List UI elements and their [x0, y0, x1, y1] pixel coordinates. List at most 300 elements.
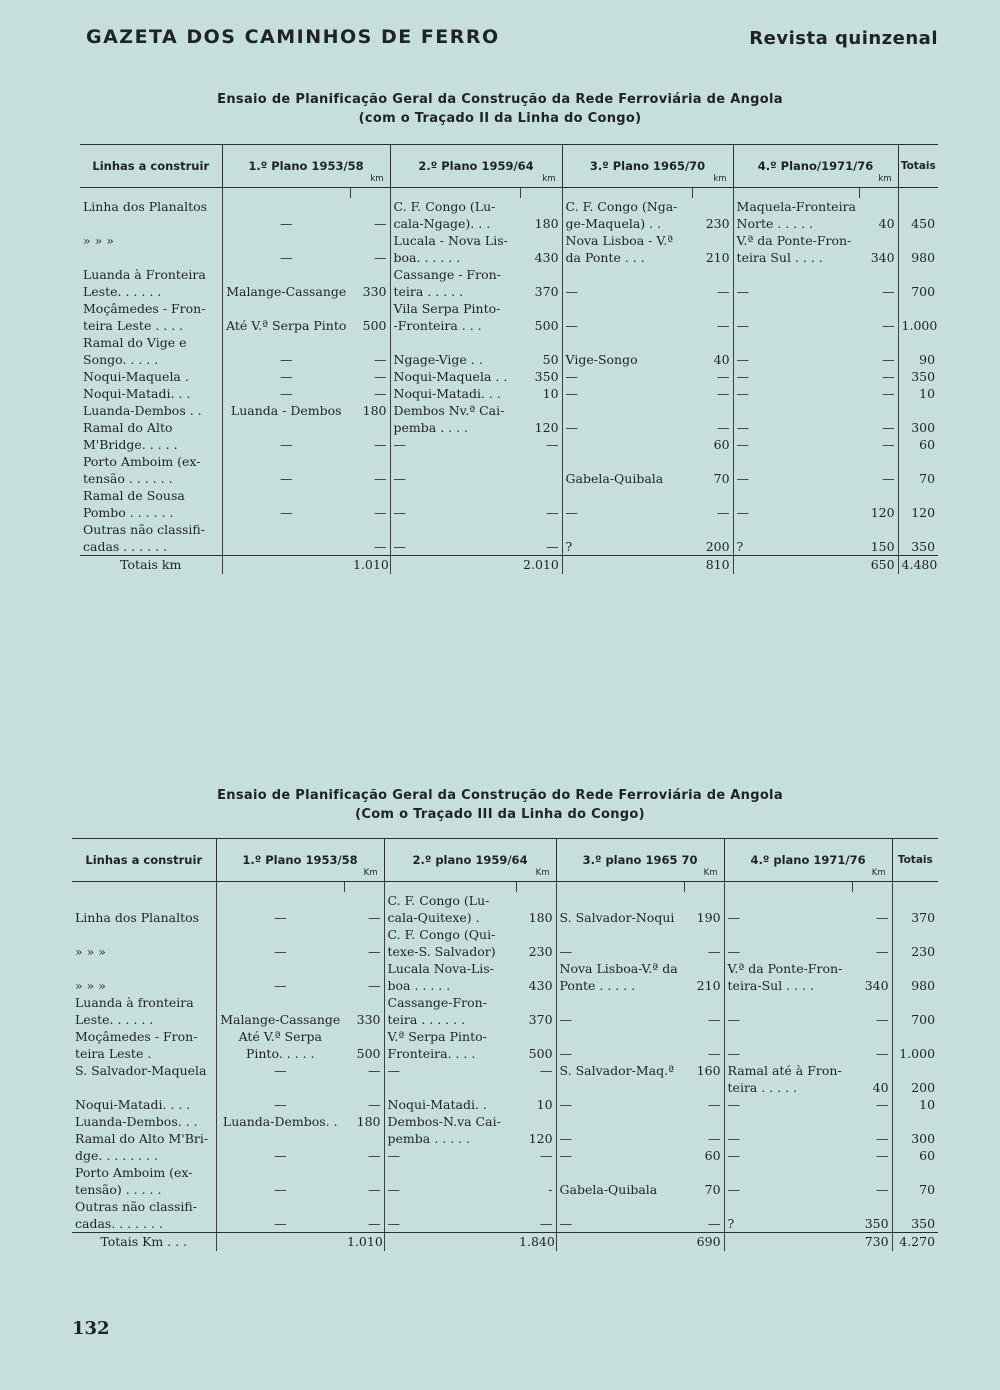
table-row: [80, 385, 938, 402]
line-name: Luanda-Dembos. . .: [72, 1113, 216, 1130]
table-row: [80, 300, 938, 317]
line-name: [80, 215, 222, 232]
table-row: [80, 198, 938, 215]
plan1-segment: [222, 300, 350, 317]
row-total: [898, 453, 938, 470]
line-name: Linha dos Planaltos: [80, 198, 222, 215]
plan1-km: —: [350, 385, 390, 402]
plan3-segment: [562, 266, 692, 283]
plan4-segment: —: [727, 944, 741, 959]
plan1-segment: —: [216, 1215, 344, 1233]
plan2-segment: [384, 1079, 516, 1096]
plan2-km: [516, 892, 556, 909]
plan1-segment: Pinto. . . . .: [245, 1046, 315, 1061]
plan2-km: —: [520, 538, 562, 556]
plan1-segment: —: [280, 352, 293, 367]
row-total: [898, 487, 938, 504]
table-row: [80, 521, 938, 538]
plan4-km: [852, 1028, 892, 1045]
plan2-km: 370: [516, 1011, 556, 1028]
plan1-segment: [216, 1164, 344, 1181]
plan4-km: —: [859, 470, 898, 487]
plan3-km: [684, 1028, 724, 1045]
row-total: 300: [911, 1131, 936, 1146]
plan3-km: [692, 521, 733, 538]
line-name: tensão) . . . . .: [72, 1181, 216, 1198]
plan2-km: [516, 960, 556, 977]
col-header-plan-4: [724, 839, 892, 882]
plan1-km: —: [350, 538, 390, 556]
spacer-cell: [898, 188, 938, 199]
plan1-km: 180: [344, 1113, 384, 1130]
plan4-segment: [724, 1113, 852, 1130]
plan2-segment: Cassange-Fron-: [387, 995, 487, 1010]
plan2-km: [516, 1028, 556, 1045]
plan4-segment: ?: [724, 1215, 852, 1233]
plan4-km: —: [859, 419, 898, 436]
plan1-segment: Luanda - Dembos: [230, 403, 342, 418]
plan1-segment: Até V.ª Serpa Pinto: [226, 318, 347, 333]
plan2-km: 180: [520, 215, 562, 232]
plan4-km: —: [859, 385, 898, 402]
plan4-segment: Norte . . . . .: [736, 216, 814, 231]
plan3-km: 190: [684, 909, 724, 926]
plan3-km: 60: [692, 436, 733, 453]
plan-label: 1.º Plano 1953/58: [242, 853, 358, 867]
line-name: tensão . . . . . .: [80, 470, 222, 487]
plan3-segment: Gabela-Quibala: [559, 1182, 658, 1197]
plan3-segment: —: [559, 1012, 573, 1027]
plan2-km: [516, 1113, 556, 1130]
plan4-segment: teira Sul . . . .: [736, 250, 823, 265]
plan1-segment: [222, 198, 350, 215]
plan4-segment: [733, 266, 859, 283]
plan3-segment: [556, 926, 684, 943]
totals-plan4: 650: [859, 556, 898, 575]
plan2-km: 350: [520, 368, 562, 385]
plan1-km: [344, 1028, 384, 1045]
plan3-km: —: [684, 1215, 724, 1233]
plan2-segment: [390, 334, 520, 351]
empty-cell: [733, 556, 859, 575]
plan4-km: [852, 1198, 892, 1215]
table-row: [72, 1164, 938, 1181]
line-name: Moçâmedes - Fron-: [72, 1028, 216, 1045]
plan1-segment: —: [280, 369, 293, 384]
plan-label: 3.º plano 1965 70: [582, 853, 698, 867]
totals-plan4: 730: [852, 1233, 892, 1252]
plan4-km: —: [859, 368, 898, 385]
plan3-km: —: [692, 283, 733, 300]
plan4-segment: [724, 1198, 852, 1215]
plan3-segment: [556, 1113, 684, 1130]
plan4-segment: —: [736, 420, 750, 435]
plan-label: 1.º Plano 1953/58: [248, 159, 364, 173]
table-row: [80, 334, 938, 351]
plan3-km: —: [684, 943, 724, 960]
plan4-segment: —: [727, 1046, 741, 1061]
col-header-totals: Totais: [892, 839, 938, 882]
plan2-segment: Dembos Nv.ª Cai-: [393, 403, 505, 418]
plan2-km: [520, 453, 562, 470]
plan1-km: —: [344, 1215, 384, 1233]
plan4-segment: [724, 994, 852, 1011]
spacer-cell: [222, 188, 350, 199]
plan2-km: —: [516, 1062, 556, 1079]
plan2-segment: Noqui-Matadi. . .: [393, 386, 501, 401]
plan1-segment: [216, 1130, 344, 1147]
plan2-km: [520, 198, 562, 215]
plan2-km: —: [520, 436, 562, 453]
plan2-km: [520, 232, 562, 249]
line-name: Songo. . . . .: [80, 351, 222, 368]
plan4-segment: —: [736, 284, 750, 299]
plan4-segment: [733, 402, 859, 419]
plan1-km: [350, 453, 390, 470]
table-row: [72, 960, 938, 977]
table-row: [72, 1096, 938, 1113]
plan-label: 2.º Plano 1959/64: [418, 159, 534, 173]
table-row: [72, 1113, 938, 1130]
line-name: Moçâmedes - Fron-: [80, 300, 222, 317]
plan3-km: [692, 266, 733, 283]
totals-row: [80, 556, 938, 575]
table-row: [72, 1147, 938, 1164]
spacer-cell: [390, 188, 520, 199]
plan3-segment: [556, 1028, 684, 1045]
plan2-km: [520, 487, 562, 504]
line-name: Ramal do Alto M'Bri-: [72, 1130, 216, 1147]
line-name: Luanda à fronteira: [72, 994, 216, 1011]
plan2-km: [520, 334, 562, 351]
row-total: [898, 334, 938, 351]
row-total: 200: [911, 1080, 936, 1095]
plan2-segment: —: [387, 1063, 401, 1078]
line-name: dge. . . . . . . .: [72, 1147, 216, 1164]
plan2-segment: —: [393, 505, 407, 520]
plan2-segment: -Fronteira . . .: [393, 318, 482, 333]
row-total: 70: [919, 471, 936, 486]
plan4-km: [852, 994, 892, 1011]
table-row: [72, 1011, 938, 1028]
table-row: [72, 1028, 938, 1045]
plan4-segment: —: [736, 318, 750, 333]
plan1-km: [350, 232, 390, 249]
line-name: Porto Amboim (ex-: [72, 1164, 216, 1181]
plan3-km: [692, 487, 733, 504]
plan3-km: —: [684, 1011, 724, 1028]
spacer-cell: [859, 188, 898, 199]
plan1-km: —: [350, 436, 390, 453]
plan3-km: [684, 1198, 724, 1215]
plan4-km: [859, 266, 898, 283]
table-row: [80, 215, 938, 232]
plan1-km: —: [350, 470, 390, 487]
plan4-km: [859, 453, 898, 470]
plan2-km: 120: [520, 419, 562, 436]
row-total: 1.000: [899, 1046, 936, 1061]
plan4-km: 350: [852, 1215, 892, 1233]
row-total: 370: [911, 910, 936, 925]
plan1-km: 500: [344, 1045, 384, 1062]
plan3-segment: —: [559, 1097, 573, 1112]
plan2-km: -: [516, 1181, 556, 1198]
plan3-km: —: [684, 1096, 724, 1113]
row-total: [892, 892, 938, 909]
plan1-segment: —: [280, 386, 293, 401]
row-total: [892, 1113, 938, 1130]
table-row: [72, 909, 938, 926]
plan4-segment: —: [727, 1131, 741, 1146]
row-total: 980: [911, 978, 936, 993]
plan1-km: —: [350, 368, 390, 385]
plan4-segment: V.ª da Ponte-Fron-: [727, 961, 843, 976]
plan3-km: 60: [684, 1147, 724, 1164]
plan4-km: —: [859, 283, 898, 300]
line-name: Leste. . . . . .: [80, 283, 222, 300]
plan1-km: [344, 1130, 384, 1147]
plan2-km: 500: [516, 1045, 556, 1062]
totals-plan1: 1.010: [344, 1233, 384, 1252]
plan2-segment: [390, 487, 520, 504]
plan4-km: [859, 300, 898, 317]
plan3-segment: —: [565, 318, 579, 333]
plan1-segment: Malange-Cassange: [220, 1012, 341, 1027]
grand-total: 4.480: [898, 556, 938, 575]
plan4-segment: —: [736, 471, 750, 486]
plan2-km: [520, 402, 562, 419]
km-unit: Km: [871, 868, 886, 878]
plan1-km: [350, 419, 390, 436]
plan3-km: 230: [692, 215, 733, 232]
row-total: 90: [919, 352, 936, 367]
row-total: [892, 1062, 938, 1079]
plan3-km: [692, 300, 733, 317]
plan4-segment: —: [727, 1097, 741, 1112]
plan3-km: —: [692, 419, 733, 436]
plan1-km: —: [344, 943, 384, 960]
plan4-km: 340: [852, 977, 892, 994]
plan2-km: 230: [516, 943, 556, 960]
plan2-segment: pemba . . . . .: [387, 1131, 470, 1146]
plan3-km: —: [692, 385, 733, 402]
plan1-segment: [222, 419, 350, 436]
table-1-title-line-1: Ensaio de Planificação Geral da Construção da Rede Ferroviária de Angola: [217, 92, 783, 107]
plan3-km: 70: [684, 1181, 724, 1198]
row-total: [892, 1164, 938, 1181]
plan1-segment: [222, 266, 350, 283]
plan-label: 4.º Plano/1971/76: [757, 159, 874, 173]
plan2-segment: teira . . . . . .: [387, 1012, 466, 1027]
plan4-segment: [724, 892, 852, 909]
plan2-segment: Lucala Nova-Lis-: [387, 961, 494, 976]
plan3-segment: [562, 334, 692, 351]
plan1-km: —: [344, 1147, 384, 1164]
km-unit: Km: [363, 868, 378, 878]
plan4-segment: —: [736, 437, 750, 452]
line-name: Ramal de Sousa: [80, 487, 222, 504]
plan4-segment: —: [727, 1148, 741, 1163]
plan3-km: [684, 1113, 724, 1130]
plan4-km: —: [852, 909, 892, 926]
line-name: cadas . . . . . .: [80, 538, 222, 556]
plan4-km: —: [852, 943, 892, 960]
plan2-segment: —: [393, 437, 407, 452]
table-row: [80, 487, 938, 504]
line-name: Noqui-Matadi. . .: [80, 385, 222, 402]
plan2-segment: Vila Serpa Pinto-: [393, 301, 501, 316]
line-name: Linha dos Planaltos: [72, 909, 216, 926]
row-total: 10: [919, 1097, 936, 1112]
table-row: [80, 470, 938, 487]
totals-row: [72, 1233, 938, 1252]
plan3-segment: [556, 1079, 684, 1096]
table-row: [80, 538, 938, 556]
table-2-title-line-1: Ensaio de Planificação Geral da Construção do Rede Ferroviária de Angola: [217, 788, 783, 803]
line-name: cadas. . . . . . .: [72, 1215, 216, 1233]
row-total: [892, 926, 938, 943]
plan3-segment: [556, 994, 684, 1011]
plan1-km: 500: [350, 317, 390, 334]
col-header-plan-3: [556, 839, 724, 882]
table-row: [80, 232, 938, 249]
line-name: » » »: [72, 977, 216, 994]
spacer-cell: [80, 188, 222, 199]
plan2-segment: [390, 521, 520, 538]
plan3-segment: [556, 1198, 684, 1215]
plan1-segment: [216, 892, 344, 909]
table-row: [72, 1045, 938, 1062]
table-row: [72, 977, 938, 994]
plan1-segment: —: [280, 250, 293, 265]
plan1-segment: [222, 487, 350, 504]
plan2-segment: V.ª Serpa Pinto-: [387, 1029, 487, 1044]
table-row: [80, 402, 938, 419]
empty-cell: [556, 1233, 684, 1252]
col-header-plan-2: [384, 839, 556, 882]
plan2-segment: [384, 1164, 516, 1181]
plan3-km: [684, 926, 724, 943]
plan1-segment: Até V.ª Serpa: [238, 1029, 322, 1044]
totals-plan1: 1.010: [350, 556, 390, 575]
plan2-segment: Dembos-N.va Cai-: [387, 1114, 501, 1129]
totals-plan2: 2.010: [520, 556, 562, 575]
table-row: [80, 453, 938, 470]
plan1-km: [344, 960, 384, 977]
plan3-km: [684, 1079, 724, 1096]
table-row: [72, 926, 938, 943]
plan4-segment: —: [736, 505, 750, 520]
plan1-segment: —: [274, 978, 287, 993]
plan2-segment: Fronteira. . . .: [387, 1046, 476, 1061]
plan3-segment: —: [565, 386, 579, 401]
plan3-km: —: [692, 504, 733, 521]
plan3-km: [684, 892, 724, 909]
plan3-km: [692, 453, 733, 470]
plan3-km: 210: [692, 249, 733, 266]
plan4-segment: [724, 1028, 852, 1045]
plan3-segment: —: [565, 369, 579, 384]
plan4-segment: [724, 926, 852, 943]
line-name: S. Salvador-Maquela: [72, 1062, 216, 1079]
plan3-segment: Nova Lisboa - V.ª: [565, 233, 674, 248]
spacer-cell: [892, 882, 938, 893]
plan3-segment: —: [565, 505, 579, 520]
plan4-km: —: [852, 1181, 892, 1198]
plan1-segment: —: [274, 1097, 287, 1112]
spacer-cell: [516, 882, 556, 893]
plan4-segment: [733, 453, 859, 470]
plan3-segment: S. Salvador-Maq.ª: [559, 1063, 675, 1078]
plan-label: 3.º Plano 1965/70: [589, 159, 706, 173]
plan4-segment: teira . . . . .: [727, 1080, 798, 1095]
row-total: 300: [911, 420, 936, 435]
col-header-plan-1: [216, 839, 384, 882]
plan1-segment: [216, 1198, 344, 1215]
plan4-segment: —: [736, 369, 750, 384]
plan3-km: 210: [684, 977, 724, 994]
line-name: teira Leste . . . .: [80, 317, 222, 334]
spacer-cell: [72, 882, 216, 893]
plan3-km: —: [684, 1045, 724, 1062]
plan4-km: —: [852, 1130, 892, 1147]
line-name: [72, 1079, 216, 1096]
plan1-km: —: [344, 1062, 384, 1079]
plan1-km: —: [350, 504, 390, 521]
table-row: [80, 368, 938, 385]
journal-title: GAZETA DOS CAMINHOS DE FERRO: [86, 26, 500, 48]
plan3-km: 200: [692, 538, 733, 556]
plan2-km: [520, 470, 562, 487]
plan3-segment: C. F. Congo (Nga-: [565, 199, 678, 214]
plan2-km: [520, 521, 562, 538]
plan1-segment: [216, 960, 344, 977]
row-total: 120: [911, 505, 936, 520]
line-name: » » »: [80, 232, 222, 249]
plan3-km: —: [692, 368, 733, 385]
grand-total: 4.270: [892, 1233, 938, 1252]
plan4-km: [859, 232, 898, 249]
plan2-segment: [390, 453, 520, 470]
journal-subtitle: Revista quinzenal: [749, 28, 938, 49]
spacer-cell: [384, 882, 516, 893]
plan4-segment: [733, 521, 859, 538]
line-name: Leste. . . . . .: [72, 1011, 216, 1028]
plan1-segment: Malange-Cassange: [226, 284, 347, 299]
empty-cell: [562, 556, 692, 575]
row-total: 70: [919, 1182, 936, 1197]
plan1-segment: —: [274, 1182, 287, 1197]
col-header-plan-4: [733, 145, 898, 188]
spacer-cell: [216, 882, 344, 893]
plan1-km: —: [344, 977, 384, 994]
empty-cell: [384, 1233, 516, 1252]
plan4-km: [859, 334, 898, 351]
plan2-km: —: [520, 504, 562, 521]
empty-cell: [216, 1233, 344, 1252]
plan4-segment: —: [736, 352, 750, 367]
plan4-segment: ?: [733, 538, 859, 556]
table-row: [80, 317, 938, 334]
table-1-title: [0, 90, 1000, 128]
plan4-km: [852, 1164, 892, 1181]
plan2-km: [516, 926, 556, 943]
row-total: [898, 198, 938, 215]
plan3-segment: —: [565, 284, 579, 299]
plan1-segment: —: [274, 944, 287, 959]
empty-cell: [222, 556, 350, 575]
plan4-segment: [724, 1164, 852, 1181]
